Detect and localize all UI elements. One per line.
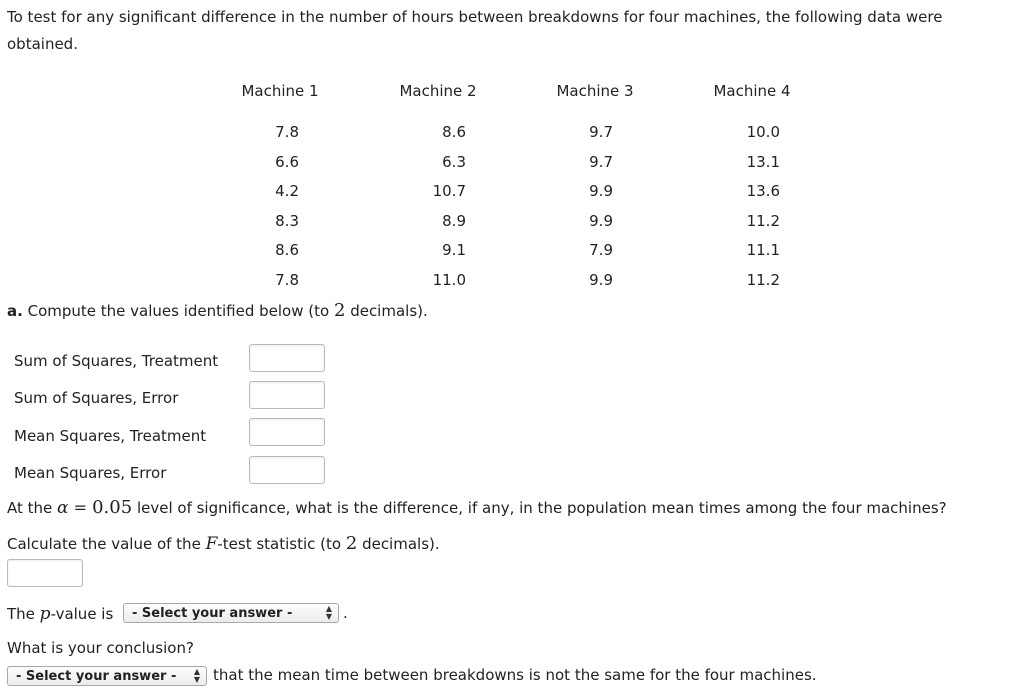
problem-intro: To test for any significant difference in the number of hours between breakdowns for four machines, the following data were obtained. [7, 8, 943, 53]
ms-treatment-input[interactable] [249, 418, 325, 446]
table-cell: 9.7 [589, 153, 613, 171]
select-arrows-icon: ▲ ▼ [325, 604, 332, 621]
table-cell: 6.6 [275, 153, 299, 171]
table-cell: 8.6 [275, 241, 299, 259]
p-value-period: . [343, 604, 348, 622]
f-statistic-input[interactable] [7, 559, 83, 587]
p-value-select[interactable]: - Select your answer - ▲ ▼ [123, 603, 339, 623]
table-cell: 7.9 [589, 241, 613, 259]
ss-error-label: Sum of Squares, Error [14, 389, 179, 407]
ms-error-input[interactable] [249, 456, 325, 484]
select-arrows-icon: ▲ ▼ [193, 667, 200, 684]
table-cell: 9.9 [589, 271, 613, 289]
table-cell: 9.9 [589, 212, 613, 230]
table-cell: 11.2 [746, 271, 780, 289]
column-header-machine-4: Machine 4 [713, 82, 791, 100]
table-cell: 13.1 [746, 153, 780, 171]
table-cell: 9.1 [442, 241, 466, 259]
table-cell: 11.0 [432, 271, 466, 289]
part-a-prefix: a. [7, 302, 23, 320]
conclusion-text: that the mean time between breakdowns is not the same for the four machines. [213, 666, 817, 684]
table-cell: 10.0 [746, 123, 780, 141]
ms-treatment-label: Mean Squares, Treatment [14, 427, 207, 445]
part-a-instruction: a. Compute the values identified below (to 2 decimals). [7, 300, 428, 321]
table-cell: 7.8 [275, 271, 299, 289]
table-cell: 9.7 [589, 123, 613, 141]
column-header-machine-2: Machine 2 [399, 82, 477, 100]
table-cell: 11.1 [746, 241, 780, 259]
ss-treatment-label: Sum of Squares, Treatment [14, 352, 219, 370]
column-header-machine-3: Machine 3 [556, 82, 634, 100]
column-header-machine-1: Machine 1 [241, 82, 319, 100]
ss-treatment-input[interactable] [249, 344, 325, 372]
significance-question: At the α = 0.05 level of significance, what is the difference, if any, in the population mean times among the four machines? [7, 497, 947, 518]
table-cell: 8.6 [442, 123, 466, 141]
table-cell: 8.9 [442, 212, 466, 230]
f-test-instruction: Calculate the value of the F-test statistic (to 2 decimals). [7, 533, 440, 554]
ss-error-input[interactable] [249, 381, 325, 409]
p-value-label: The p-value is [7, 604, 114, 624]
ms-error-label: Mean Squares, Error [14, 464, 167, 482]
table-cell: 7.8 [275, 123, 299, 141]
table-cell: 9.9 [589, 182, 613, 200]
table-cell: 4.2 [275, 182, 299, 200]
table-cell: 11.2 [746, 212, 780, 230]
table-cell: 10.7 [432, 182, 466, 200]
conclusion-select[interactable]: - Select your answer - ▲ ▼ [7, 666, 207, 686]
table-cell: 6.3 [442, 153, 466, 171]
table-cell: 8.3 [275, 212, 299, 230]
table-cell: 13.6 [746, 182, 780, 200]
conclusion-question: What is your conclusion? [7, 639, 194, 657]
